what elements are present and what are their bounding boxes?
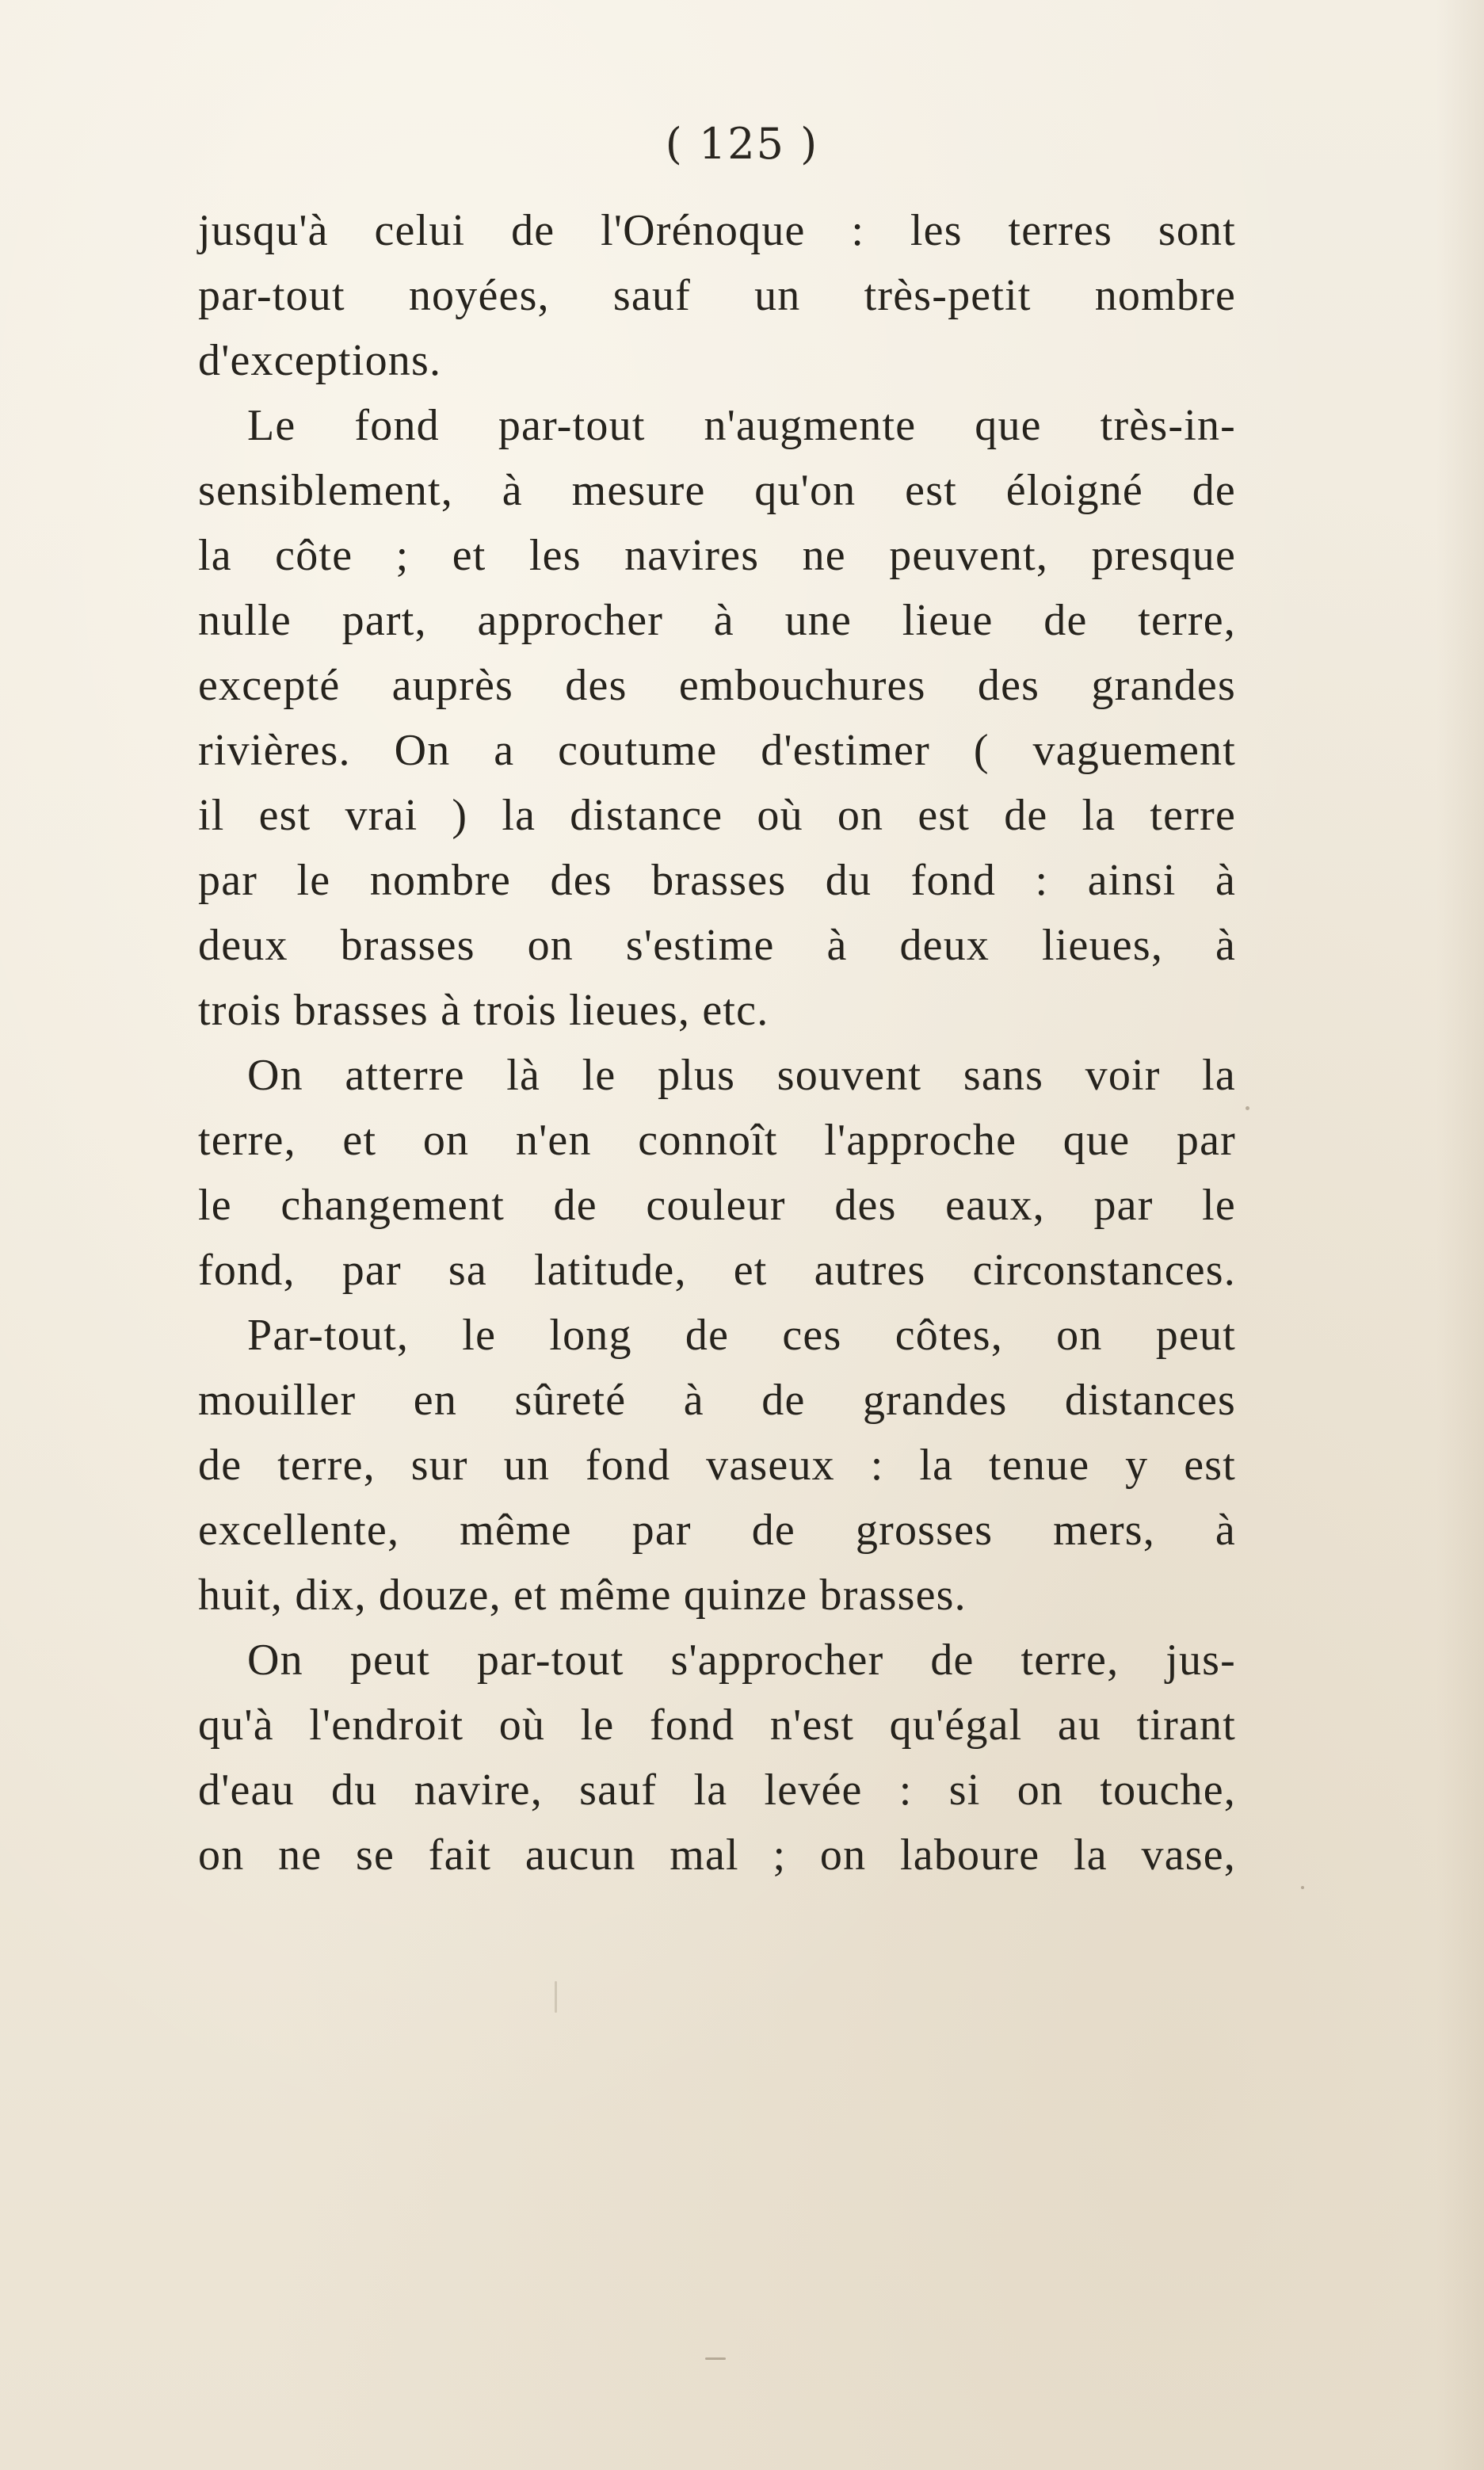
text-line: le changement de couleur des eaux, par le (198, 1181, 1236, 1230)
body-text (198, 198, 1236, 1888)
text-line: fond, par sa latitude, et autres circonstances. (198, 1246, 1236, 1295)
text-line: On peut par-tout s'approcher de terre, jus- (247, 1636, 1236, 1685)
text-line: mouiller en sûreté à de grandes distances (198, 1376, 1236, 1425)
text-line: par le nombre des brasses du fond : ainsi à (198, 856, 1236, 905)
text-line: on ne se fait aucun mal ; on laboure la vase, (198, 1831, 1236, 1880)
paper-speck (555, 1981, 557, 2013)
paragraph-5 (198, 1628, 1236, 1888)
text-line: jusqu'à celui de l'Orénoque : les terres sont (198, 206, 1236, 255)
paragraph-2 (198, 393, 1236, 1043)
text-line: nulle part, approcher à une lieue de terre, (198, 596, 1236, 645)
text-line: qu'à l'endroit où le fond n'est qu'égal au tirant (198, 1701, 1236, 1750)
text-line: la côte ; et les navires ne peuvent, presque (198, 531, 1236, 580)
text-line: excellente, même par de grosses mers, à (198, 1506, 1236, 1555)
text-line: deux brasses on s'estime à deux lieues, à (198, 921, 1236, 970)
text-line: trois brasses à trois lieues, etc. (198, 986, 769, 1035)
text-line: d'eau du navire, sauf la levée : si on touche, (198, 1766, 1236, 1815)
text-line: terre, et on n'en connoît l'approche que par (198, 1116, 1236, 1165)
paper-speck (1246, 1106, 1249, 1110)
text-line: il est vrai ) la distance où on est de la terre (198, 791, 1236, 840)
page-number: ( 125 ) (665, 119, 819, 169)
paper-speck (1301, 1886, 1304, 1889)
text-line: excepté auprès des embouchures des grandes (198, 661, 1236, 710)
paragraph-4 (198, 1303, 1236, 1628)
paragraph-1 (198, 198, 1236, 393)
text-line: On atterre là le plus souvent sans voir la (247, 1051, 1236, 1100)
text-line: Le fond par-tout n'augmente que très-in- (247, 401, 1236, 450)
page-edge-shadow (1436, 0, 1484, 2470)
paragraph-3 (198, 1043, 1236, 1303)
text-line: d'exceptions. (198, 336, 442, 385)
text-line: de terre, sur un fond vaseux : la tenue y est (198, 1441, 1236, 1490)
text-line: huit, dix, douze, et même quinze brasses. (198, 1571, 967, 1620)
text-line: par-tout noyées, sauf un très-petit nombre (198, 271, 1236, 320)
text-line: Par-tout, le long de ces côtes, on peut (247, 1311, 1236, 1360)
text-line: rivières. On a coutume d'estimer ( vaguement (198, 726, 1236, 775)
paper-speck (705, 2357, 726, 2360)
text-line: sensiblement, à mesure qu'on est éloigné de (198, 466, 1236, 515)
